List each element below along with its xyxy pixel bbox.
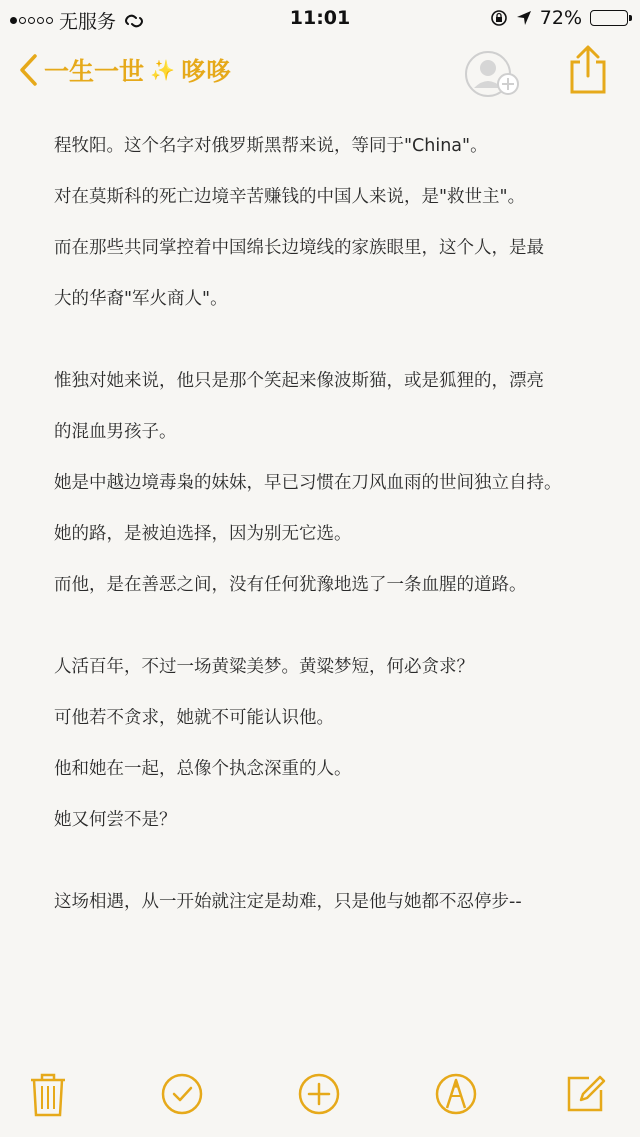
back-title-part1: 一生一世 xyxy=(44,57,145,86)
note-line xyxy=(54,620,614,651)
note-line: 这场相遇，从一开始就注定是劫难，只是他与她都不忍停步-- xyxy=(54,892,522,912)
markup-icon[interactable] xyxy=(434,1072,478,1116)
note-line: 他和她在一起，总像个执念深重的人。 xyxy=(54,759,352,779)
note-line: 大的华裔"军火商人"。 xyxy=(54,289,228,309)
note-line: 对在莫斯科的死亡边境辛苦赚钱的中国人来说，是"救世主"。 xyxy=(54,187,526,207)
note-line: 惟独对她来说，他只是那个笑起来像波斯猫，或是狐狸的，漂亮 xyxy=(54,371,544,391)
note-line: 她的路，是被迫选择，因为别无它选。 xyxy=(54,524,352,544)
trash-icon[interactable] xyxy=(28,1072,68,1118)
status-bar xyxy=(0,0,640,38)
note-line: 程牧阳。这个名字对俄罗斯黑帮来说，等同于"China"。 xyxy=(54,136,488,156)
battery-icon xyxy=(590,10,628,26)
note-line: 她是中越边境毒枭的妹妹，早已习惯在刀风血雨的世间独立自持。 xyxy=(54,473,562,493)
back-button[interactable] xyxy=(18,52,231,88)
note-line: 的混血男孩子。 xyxy=(54,422,177,442)
share-icon[interactable] xyxy=(566,44,610,96)
note-line xyxy=(54,334,614,365)
battery-percent: 72% xyxy=(539,7,582,29)
note-body[interactable] xyxy=(54,130,614,937)
note-line xyxy=(54,855,614,886)
bottom-toolbar xyxy=(0,1060,640,1130)
sparkle-icon: ✨ xyxy=(150,58,175,82)
note-line: 而在那些共同掌控着中国绵长边境线的家族眼里，这个人，是最 xyxy=(54,238,544,258)
orientation-lock-icon xyxy=(490,9,508,27)
status-time: 11:01 xyxy=(289,7,351,29)
note-line: 可他若不贪求，她就不可能认识他。 xyxy=(54,708,334,728)
back-title-part2: 哆哆 xyxy=(180,57,231,86)
note-line: 人活百年，不过一场黄粱美梦。黄粱梦短，何必贪求？ xyxy=(54,657,474,677)
carrier-label: 无服务 xyxy=(59,11,117,33)
add-icon[interactable] xyxy=(297,1072,341,1116)
note-line: 而他，是在善恶之间，没有任何犹豫地选了一条血腥的道路。 xyxy=(54,575,527,595)
nav-bar xyxy=(0,40,640,104)
note-line: 她又何尝不是？ xyxy=(54,810,177,830)
compose-icon[interactable] xyxy=(563,1072,607,1116)
add-people-icon[interactable] xyxy=(464,46,524,102)
chevron-left-icon xyxy=(18,53,38,87)
location-icon xyxy=(516,10,532,26)
checklist-icon[interactable] xyxy=(160,1072,204,1116)
status-right xyxy=(490,7,628,29)
